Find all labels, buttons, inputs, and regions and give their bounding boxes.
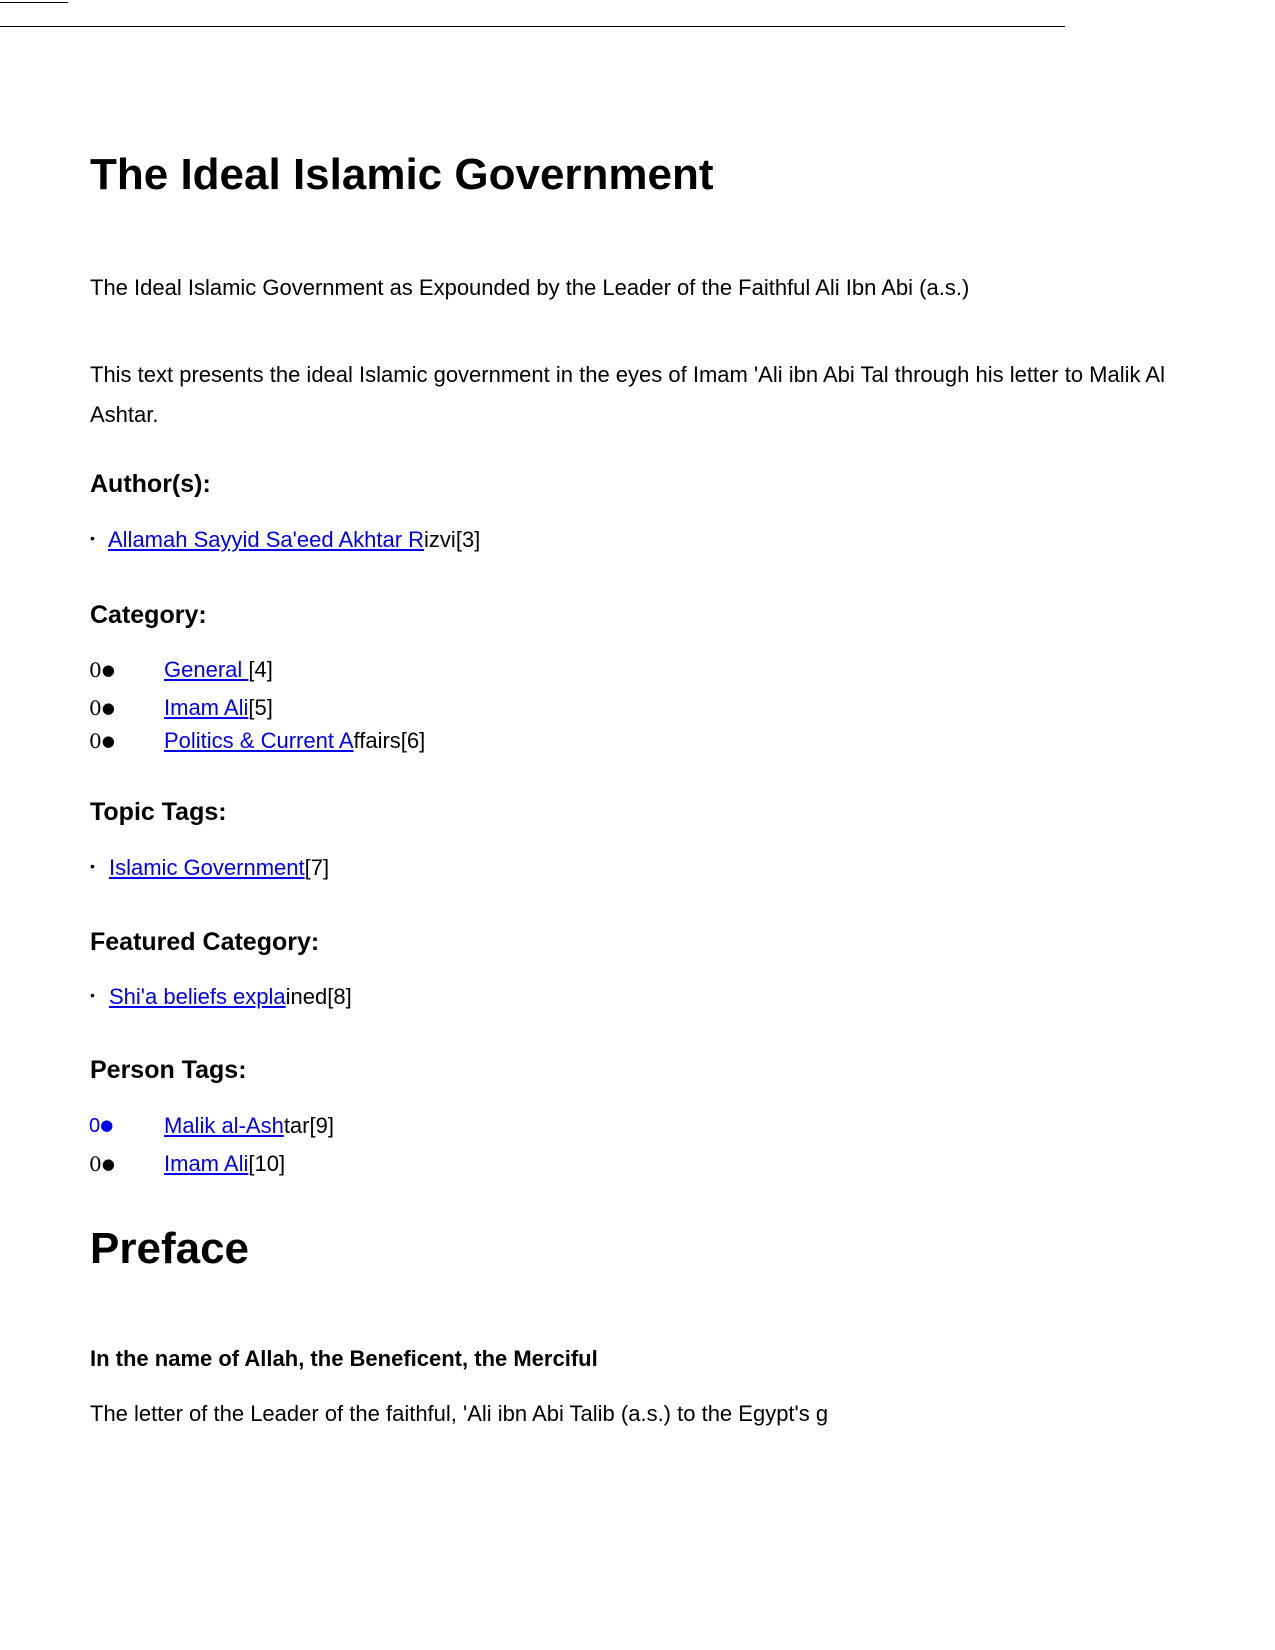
topic-tag-link[interactable]: Islamic Government xyxy=(109,855,305,880)
preface-text: The letter of the Leader of the faithful, 'Ali ibn Abi Talib (a.s.) to the Egypt's g xyxy=(90,1401,829,1426)
top-horizontal-rule xyxy=(0,26,1065,27)
person-tag-ref: [10] xyxy=(248,1151,286,1176)
person-tag-item xyxy=(164,1115,334,1137)
description: This text presents the ideal Islamic government in the eyes of Imam 'Ali ibn Abi Tal through his letter to Malik Al Ashtar. xyxy=(90,362,1165,427)
preface-heading: Preface xyxy=(90,1224,250,1273)
featured-category-ref: [8] xyxy=(327,984,352,1009)
author-link[interactable]: Allamah Sayyid Sa'eed Akhtar R xyxy=(108,527,425,552)
author-ref: [3] xyxy=(455,527,481,552)
featured-category-item xyxy=(109,986,352,1008)
author-item xyxy=(108,529,480,551)
authors-bullet: • xyxy=(90,530,95,546)
page-title: The Ideal Islamic Government xyxy=(90,150,714,199)
category-ref: [5] xyxy=(248,695,273,720)
bismillah-line: In the name of Allah, the Beneficent, the Merciful xyxy=(90,1346,598,1371)
person-tags-heading: Person Tags: xyxy=(90,1056,247,1084)
category-link-rest: ffairs xyxy=(353,728,401,753)
person-tag-marker: 0● xyxy=(89,1152,115,1176)
person-tag-link-rest: tar xyxy=(283,1113,310,1138)
person-tag-link-malik[interactable]: Malik al-Ash xyxy=(164,1113,284,1138)
topic-tags-heading: Topic Tags: xyxy=(90,798,227,826)
category-ref: [6] xyxy=(400,728,426,753)
featured-category-heading: Featured Category: xyxy=(90,928,320,956)
featured-category-link[interactable]: Shi'a beliefs expla xyxy=(109,984,286,1009)
bullet-dot-icon: ● xyxy=(101,699,115,717)
featured-category-link-rest: ined xyxy=(285,984,328,1009)
topic-tag-ref: [7] xyxy=(304,855,330,880)
category-heading: Category: xyxy=(90,601,207,629)
person-tag-ref: [9] xyxy=(309,1113,334,1138)
bullet-dot-icon: ● xyxy=(101,1155,115,1173)
category-marker: 0● xyxy=(89,696,115,720)
person-tag-marker: 0● xyxy=(89,1115,114,1137)
person-tag-item xyxy=(164,1153,285,1175)
featured-category-bullet: • xyxy=(90,987,95,1003)
top-stub-rule xyxy=(0,2,68,3)
topic-tags-bullet: • xyxy=(90,858,95,874)
category-item xyxy=(164,730,425,752)
bullet-dot-icon: ● xyxy=(101,661,115,679)
author-link-rest: izvi xyxy=(424,527,456,552)
person-tag-link-imam-ali[interactable]: Imam Ali xyxy=(164,1151,249,1176)
category-ref: [4] xyxy=(248,657,273,682)
subtitle: The Ideal Islamic Government as Expounded by the Leader of the Faithful Ali Ibn Abi (a.s.) xyxy=(90,275,970,300)
authors-heading: Author(s): xyxy=(90,470,211,498)
category-link-politics[interactable]: Politics & Current A xyxy=(164,728,354,753)
category-marker: 0● xyxy=(89,729,115,753)
topic-tag-item xyxy=(109,857,329,879)
bullet-dot-icon: ● xyxy=(101,732,115,750)
category-item xyxy=(164,697,273,719)
category-link-imam-ali[interactable]: Imam Ali xyxy=(164,695,249,720)
bullet-dot-icon: ● xyxy=(100,1116,114,1134)
category-item xyxy=(164,659,273,681)
category-marker: 0● xyxy=(89,658,115,682)
category-link-general[interactable]: General xyxy=(164,657,249,682)
